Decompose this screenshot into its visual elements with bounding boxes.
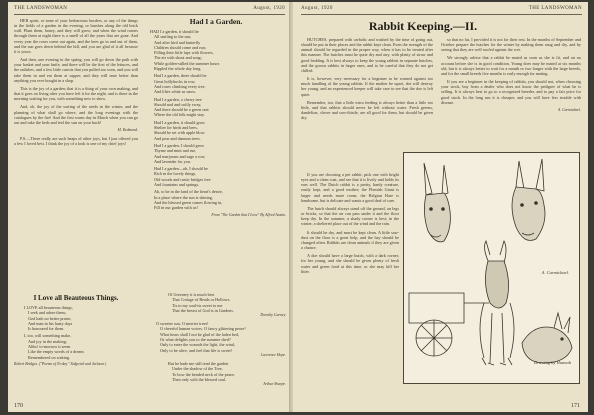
story-postscript: P.S.—There really are such heaps of other joys, but I just offered you a few I loved best. I think the joy of a look is one of my chief joys! [14,136,138,147]
poem-line: Like the empty words of a dream [28,349,84,355]
left-header-rule [14,14,285,15]
poem-line: And man in his hasty days [28,320,73,326]
poem-line: Should be set with apple blow [154,130,205,136]
poem-lines [146,292,286,313]
poem-line: In a place where the sun is shining, [154,194,213,200]
article-author: A. Carmichael. [557,107,581,112]
poem-title: Had I a Garden. [189,17,243,26]
poem-line: Had I a garden, it should grow [154,119,206,125]
poem-line: Rich in the lovely things, [154,171,197,177]
poem-credit: From "The Garden that I Love" By Alfred Austin. [211,212,286,217]
poem-line: Altho' to-morrow it seem [28,344,71,350]
poem-line: Filling their little laps with flowers, [154,50,214,56]
poem-line: Where the old folk might stay. [154,112,205,118]
poem-line: O sweeter sun, O merrier trees! [156,321,209,327]
poem-line: Had I a garden, there should be [154,73,207,79]
poem-line: While golden-stilled the summer hours [154,60,220,66]
poem-line: O cheerful human voices, O fancy glittering peace! [160,326,246,332]
poem-line: God hath no better praise, [28,315,72,321]
poem-line: But he bade me still tend the garden [168,360,229,366]
poem-line: Under the shadow of the Tree, [172,366,223,372]
poem-line: And pear and damson trees. [154,135,201,141]
story-paragraph: HER spirit, or none of your herbaceous borders, or any of the things in the fields of a garden in the evening, or brushes along the old brick wall. Plant them, honey, and they will grow; and when the wind comes through them at night there is a smell of all the years that are gone. And every year the roses come out again, and the bees go in and out of them, and the sun goes down behind the hill, and you are glad of it all because it is yours. [14,18,138,54]
poem-title: I Love all Beauteous Things. [33,294,119,302]
poem-line: All smiling to the sun, [154,34,192,40]
poem-line: Remembered on waking. [28,354,70,360]
article-paragraph: It should be dry, and must be kept clean. A little saw-dust on the floor is a great help, and the hay should be changed often. Rabbits are clean animals if they are given a chance. [301,229,399,251]
poem-line: Thyme and mint and rue, [154,148,197,154]
poem-line: I, too, will something make, [24,333,72,339]
poem-line: Old woods and rustic bridges free [154,176,211,182]
article-paragraph: HUTCHES, prepared with carbolic and washed by the time of going out, should be put in their places and the rabbit kept clean. Even the strength of the animal should be regarded in the proper way, when it has to be treated after this manner. The hutches must be quite dry and airy, with plenty of straw and good bedding. It is best always to keep the young rabbits in separate hutches, and the grown rabbits in larger ones, and to be careful that they do not get chilled. [301,37,433,73]
rabbit-article-column-lower [301,172,399,277]
poem-credit: Robert Bridges. ("Poems of To-day." Sidgwick and Jackson.) [14,361,107,366]
poem-line: To bow the bended neck of the peace, [172,371,236,377]
donkey-sketch-icon [404,153,579,383]
right-page-number: 171 [571,403,580,409]
poem-line: And there should be a green seat [154,107,209,113]
poem-line: That the breast of God is in Gardens. [172,307,234,313]
right-page-date: August, 1920 [301,6,333,11]
rabbit-article-column-2 [441,37,581,116]
poem-line: Or what delights you to the summer shed? [160,337,231,343]
right-page [293,2,588,412]
poem-line: Had I a garden, a cherry tree [154,96,202,102]
poem-line: Fill in our garden with us! [154,205,198,211]
poem-line: And fountains and springs. [154,182,200,188]
right-running-head: THE LANDSWOMAN [528,6,582,11]
left-running-head: THE LANDSWOMAN [14,6,68,11]
poem-line: What hears shall I not be glad of the laden bed, [160,331,239,337]
poem-line: Then only with the blessed soul. [172,376,227,382]
poem-line: Tis to my soul-tis sweet to me [172,302,223,308]
short-verses-block [146,292,286,386]
poem-lines [14,305,138,360]
left-page-number: 170 [14,403,23,409]
poem-lines [146,361,286,382]
left-page-date: August, 1920 [253,6,285,11]
article-paragraph: If you are a beginner in the keeping of rabbits, you should not, when choosing your stock, buy from a dealer who does not know the pedigree of what he is selling. It is always best to go to a recognised breeder, and to pay a fair price for good stock. In the long run it is cheaper, and you will have less trouble with disease. [441,79,581,105]
poem-line: HAD I a garden, it should lie [150,29,199,34]
poem-line: Of Greenery it is much best [168,292,215,297]
story-author: M. Redmond. [117,127,138,132]
article-paragraph: A doe should have a large hutch, with a dark corner, for her young, and she should be given plenty of fresh water and green food at this time, or she may kill her litter. [301,253,399,274]
poem-line: Only to be alive, and feel that life is sweet! [160,347,233,353]
poem-line: The air with shout and song; [154,55,202,61]
story-paragraph: And then, one evening in the spring, you will go down the path with your basket and your knife, and there will be the first of the lettuces, and the radishes, and a few little carrots that you pulled too soon, and you will take them in and eat them at supper, and they will taste better than anything you ever bought in a shop. [14,57,138,83]
poem-line: Ah, to be in the land of the heart's desire, [154,189,223,195]
poem-line: Should nod and softly sway, [154,101,202,107]
poem-line: Is honoured for them. [28,326,65,332]
poem-line: Only to enter the wounds the light, the wind, [160,342,235,348]
poem-line: And lilies white as snow. [154,89,196,95]
article-paragraph: Remember, too, that a little extra feeding is always better than a little too little, and that rabbits should never be left without water. Fresh greens, dandelion, clover and sow-thistle, are all good for them, but should be given dry. [301,99,433,121]
poem-line: Rippled the whole day long. [154,66,202,72]
poem-line: Great hollyhocks in row, [154,78,196,84]
poem-lines [146,29,286,211]
poem-line: Children should come and run; [154,44,206,50]
poem-line: I seek and adore them; [28,310,66,316]
donkey-illustration [403,152,580,384]
poem-line: And joy in the making; [28,338,67,344]
left-page [8,2,292,412]
right-header-rule [301,14,582,15]
poem-line: And after bird and butterfly [154,39,201,45]
illustration-caption: Drawing by Hannah [534,360,571,365]
poem-lines [146,321,286,353]
garden-story-column [14,18,138,149]
article-paragraph: It is, however, very necessary for a beginner to be warned against too much handling of the young rabbits. If the mother be upset, she will destroy her young, and an experienced keeper will take care to see that the doe is left quiet. [301,76,433,97]
poem-credit: Arthur Sharpe. [263,382,286,387]
article-paragraph: If you are choosing a pet rabbit, pick one with bright eyes and a clean coat, and see that it is lively and holds its ears well. The Dutch rabbit is a pretty, hardy creature, easily kept, and a good mother; the Flemish Giant is larger and needs more room; the Belgian Hare is handsome, but is delicate and wants a good deal of care. [301,172,399,203]
story-paragraph: This is the joy of a garden; that it is a thing of your own making, and that it goes on living after you have left it for the night, and is there in the morning waiting for you, with something new to show. [14,85,138,102]
story-paragraph: And, oh, the joy of the sorting of the seeds in the winter, and the planning of what shall go where, and the long evenings with the catalogues by the fire! And the first warm day in March when you can go out and rake the beds and feel the sun on your back! [14,104,138,125]
poem-line: And marjoram and sage a row, [154,153,206,159]
rabbit-article-column-1 [301,37,433,123]
poem-line: And lavender for you. [154,158,191,164]
poem-line: Shelter for birds and bees, [154,125,198,131]
article-paragraph: We strongly advise that a rabbit be mated as soon as she is fit, and on no account before she is in good condition. Young does may be mated at six months old, but it is always better to wait for a month or two longer with the large breeds, and for the small breeds five months is early enough for mating. [441,55,581,76]
article-paragraph: so that no fat, I provided it is not for their rest. In the months of September and October prepare the hutches for the winter by making them snug and dry, and by seeing that they are well roofed against the wet. [441,37,581,53]
beauteous-things-poem [14,294,138,366]
poem-line: And roses climbing every tree, [154,83,206,89]
poem-credit: Lawrence Hope. [261,352,286,357]
poem-line: That Cottage of Beads or Hollows. [172,297,231,303]
illustration-signature: A. Carmichael. [541,270,569,275]
poem-line: And the blessed green comes flowing in, [154,199,223,205]
poem-line: Had I a garden—oh, I should be [154,166,208,172]
article-paragraph: The hutch should always stand off the ground, on legs or bricks, so that the air can pass under it and the floor keep dry. In the summer, a shady corner is best; in the winter, a sheltered place out of the wind and the rain. [301,205,399,227]
article-title: Rabbit Keeping.—II. [368,19,478,33]
had-i-a-garden-poem [146,17,286,217]
poem-line: I LOVE all beauteous things, [24,305,73,310]
poem-line: Had I a garden, I should grow [154,142,205,148]
poem-credit: Dorothy Gurney. [260,313,286,318]
